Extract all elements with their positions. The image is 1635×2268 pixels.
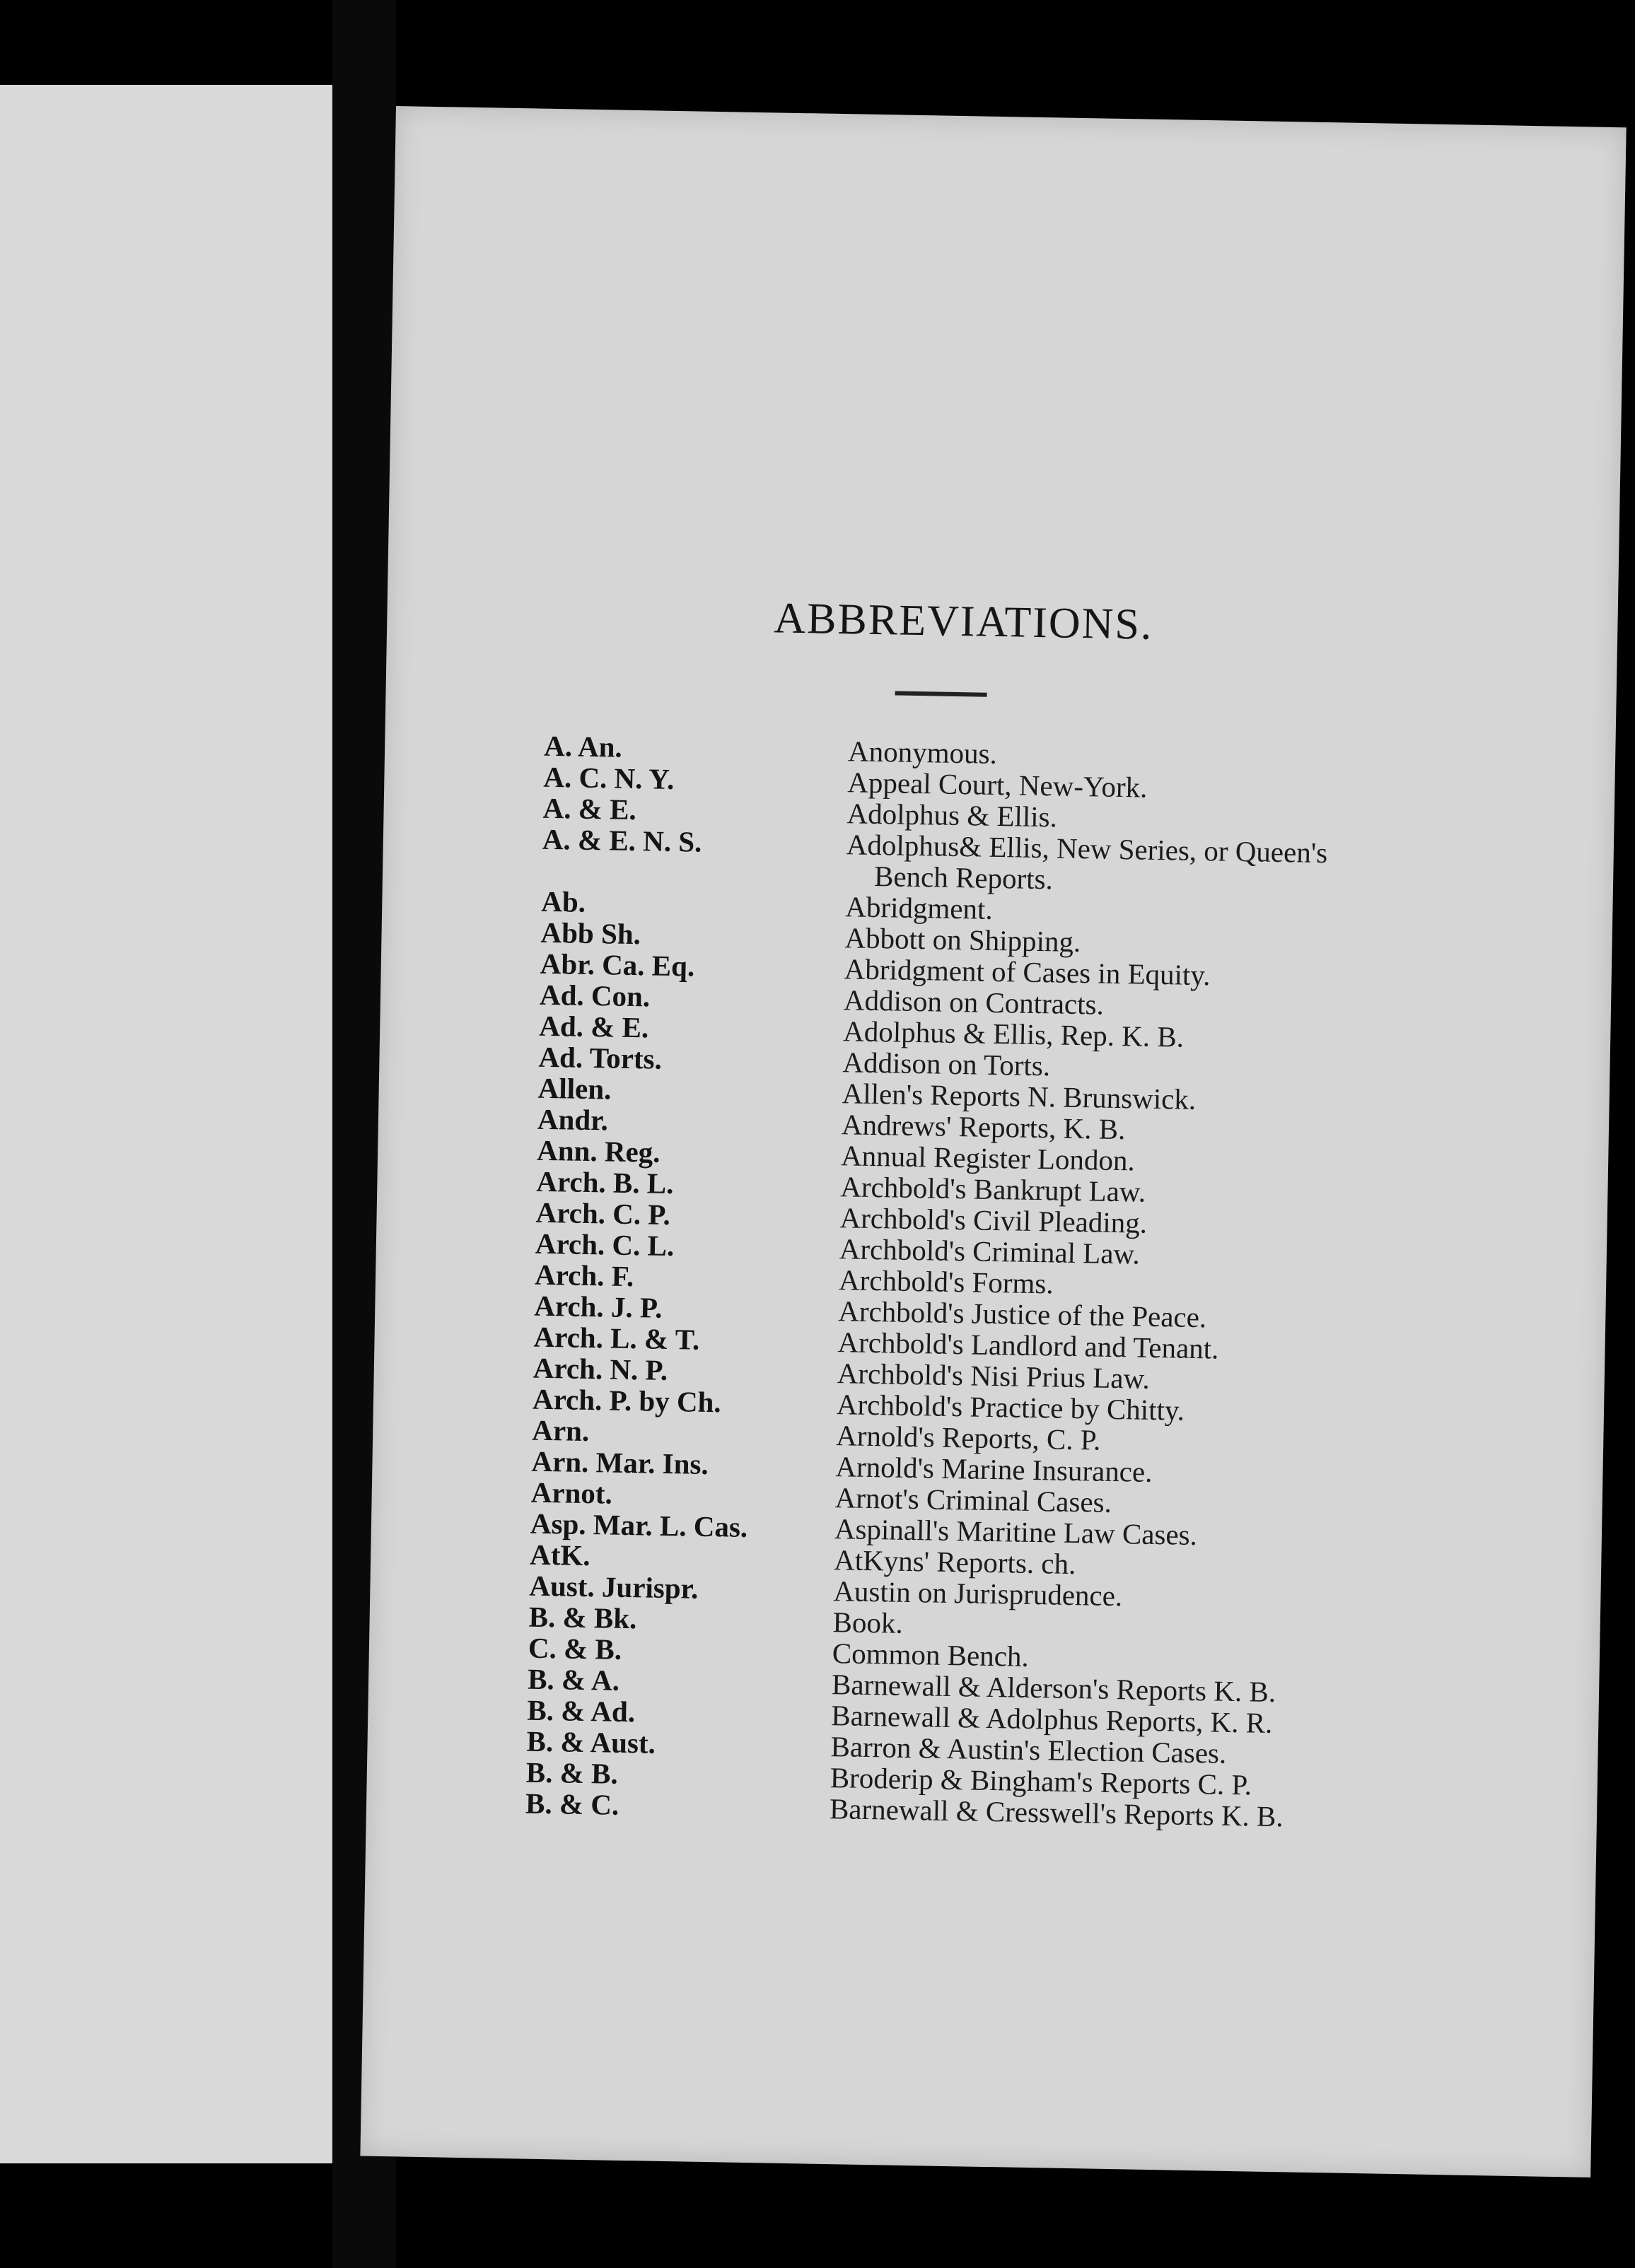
abbreviation-meaning: Book. <box>832 1606 904 1639</box>
abbreviation-meaning-continuation: Bench Reports. <box>873 859 1054 896</box>
abbreviation-meaning: Abridgment of Cases in Equity. <box>844 952 1211 992</box>
abbreviation-row <box>528 1600 904 1639</box>
abbreviation-meaning: Broderip & Bingham's Reports C. P. <box>830 1761 1252 1801</box>
abbreviation-row <box>538 1009 1185 1053</box>
abbreviation-meaning: Archbold's Criminal Law. <box>839 1232 1141 1270</box>
abbreviation-row <box>538 1040 1051 1082</box>
abbreviation-row <box>537 1071 1197 1116</box>
abbreviation-row <box>535 1196 1148 1239</box>
abbreviation-term: B. & Bk. <box>528 1600 637 1635</box>
abbreviation-term: Arch. J. P. <box>534 1289 663 1324</box>
abbreviation-term: A. & E. <box>542 791 637 826</box>
abbreviation-meaning: Addison on Contracts. <box>843 983 1105 1021</box>
page-title: ABBREVIATIONS. <box>773 594 1153 649</box>
abbreviation-meaning: Abbott on Shipping. <box>844 921 1081 959</box>
abbreviation-row <box>531 1413 1101 1456</box>
abbreviation-term: B. & B. <box>525 1755 619 1790</box>
abbreviation-term: Arnot. <box>530 1475 613 1510</box>
abbreviation-term: Ad. Torts. <box>538 1040 663 1075</box>
abbreviation-row <box>528 1631 1030 1673</box>
abbreviation-meaning: Addison on Torts. <box>842 1046 1051 1082</box>
abbreviation-term: Abb Sh. <box>540 916 641 951</box>
abbreviation-term: Arch. F. <box>534 1258 634 1293</box>
abbreviation-meaning: Archbold's Justice of the Peace. <box>837 1294 1207 1334</box>
abbreviation-term: B. & Aust. <box>526 1724 656 1760</box>
abbreviation-meaning: Barron & Austin's Election Cases. <box>830 1730 1227 1770</box>
abbreviation-meaning: Adolphus & Ellis. <box>846 797 1058 834</box>
abbreviation-row <box>533 1320 1219 1365</box>
abbreviation-meaning: Adolphus& Ellis, New Series, or Queen's <box>846 828 1328 870</box>
abbreviation-meaning: Archbold's Nisi Prius Law. <box>837 1357 1151 1395</box>
abbreviation-row <box>542 822 1328 870</box>
abbreviation-row <box>530 1507 1198 1552</box>
abbreviation-meaning: Arnot's Criminal Cases. <box>834 1481 1112 1519</box>
abbreviation-term: Asp. Mar. L. Cas. <box>530 1507 748 1543</box>
abbreviation-row <box>534 1289 1207 1334</box>
abbreviation-row <box>527 1693 1273 1739</box>
abbreviation-row <box>525 1787 1284 1833</box>
abbreviation-term: Ad. & E. <box>538 1009 649 1044</box>
abbreviation-meaning: Annual Register London. <box>840 1139 1136 1177</box>
abbreviation-term: Arch. P. by Ch. <box>532 1382 722 1419</box>
abbreviation-row <box>543 760 1148 804</box>
abbreviation-meaning: Allen's Reports N. Brunswick. <box>842 1077 1197 1116</box>
abbreviation-term: Arn. Mar. Ins. <box>531 1444 709 1480</box>
abbreviation-row <box>535 1227 1141 1270</box>
abbreviation-meaning: AtKyns' Reports. ch. <box>833 1543 1076 1581</box>
abbreviation-meaning: Barnewall & Cresswell's Reports K. B. <box>829 1792 1284 1833</box>
abbreviation-meaning: Barnewall & Alderson's Reports K. B. <box>831 1668 1276 1709</box>
abbreviation-meaning: Adolphus & Ellis, Rep. K. B. <box>842 1015 1185 1053</box>
abbreviation-meaning: Andrews' Reports, K. B. <box>841 1108 1126 1146</box>
abbreviation-term: Arn. <box>531 1413 590 1448</box>
abbreviations-page <box>360 106 1626 2178</box>
abbreviation-meaning: Archbold's Civil Pleading. <box>839 1201 1148 1239</box>
abbreviation-term: Arch. L. & T. <box>533 1320 700 1356</box>
abbreviation-term: B. & Ad. <box>527 1693 636 1729</box>
abbreviation-term: A. & E. N. S. <box>542 822 702 858</box>
abbreviation-meaning: Anonymous. <box>847 735 998 770</box>
abbreviation-row <box>526 1724 1227 1770</box>
abbreviation-term: B. & A. <box>527 1662 620 1697</box>
abbreviation-meaning: Barnewall & Adolphus Reports, K. R. <box>830 1699 1273 1739</box>
abbreviation-term: A. An. <box>543 729 623 764</box>
abbreviation-term: AtK. <box>529 1538 591 1572</box>
abbreviation-row <box>530 1475 1112 1519</box>
abbreviation-row <box>531 1444 1153 1488</box>
abbreviation-meaning: Arnold's Reports, C. P. <box>835 1419 1101 1456</box>
abbreviation-meaning: Archbold's Bankrupt Law. <box>840 1170 1146 1208</box>
abbreviation-term: Arch. N. P. <box>533 1351 668 1386</box>
abbreviation-term: Arch. B. L. <box>536 1164 674 1200</box>
abbreviation-meaning: Archbold's Landlord and Tenant. <box>837 1326 1219 1365</box>
title-rule <box>895 691 987 696</box>
abbreviation-term: Aust. Jurispr. <box>529 1569 699 1605</box>
abbreviation-meaning: Archbold's Forms. <box>838 1263 1054 1300</box>
abbreviation-meaning: Arnold's Marine Insurance. <box>835 1450 1153 1488</box>
abbreviation-row <box>537 1102 1126 1146</box>
abbreviation-meaning: Abridgment. <box>844 890 994 925</box>
abbreviation-row <box>540 916 1081 959</box>
abbreviation-meaning: Appeal Court, New-York. <box>847 766 1148 804</box>
abbreviation-meaning: Aspinall's Maritine Law Cases. <box>834 1512 1198 1552</box>
abbreviation-meaning: Common Bench. <box>832 1637 1030 1673</box>
abbreviation-term: Abr. Ca. Eq. <box>540 947 695 983</box>
abbreviation-term: C. & B. <box>528 1631 622 1666</box>
left-page-fragment <box>0 85 337 2163</box>
abbreviation-term: Allen. <box>537 1071 612 1106</box>
abbreviation-row <box>529 1569 1123 1613</box>
abbreviation-row <box>536 1164 1146 1208</box>
abbreviation-row <box>542 791 1058 834</box>
abbreviation-row <box>541 884 994 925</box>
abbreviation-term: Andr. <box>537 1102 609 1137</box>
abbreviation-row <box>525 1755 1252 1801</box>
abbreviation-meaning: Archbold's Practice by Chitty. <box>836 1388 1185 1427</box>
abbreviation-term: B. & C. <box>525 1787 619 1821</box>
abbreviation-term: Arch. C. P. <box>535 1196 671 1232</box>
abbreviation-term: Ab. <box>541 884 586 918</box>
abbreviation-term: Ad. Con. <box>539 978 651 1013</box>
abbreviation-term: Arch. C. L. <box>535 1227 675 1263</box>
abbreviation-row <box>543 729 998 770</box>
abbreviation-term: Ann. Reg. <box>536 1133 661 1169</box>
abbreviation-term: A. C. N. Y. <box>543 760 675 796</box>
abbreviation-meaning: Austin on Jurisprudence. <box>833 1574 1123 1613</box>
